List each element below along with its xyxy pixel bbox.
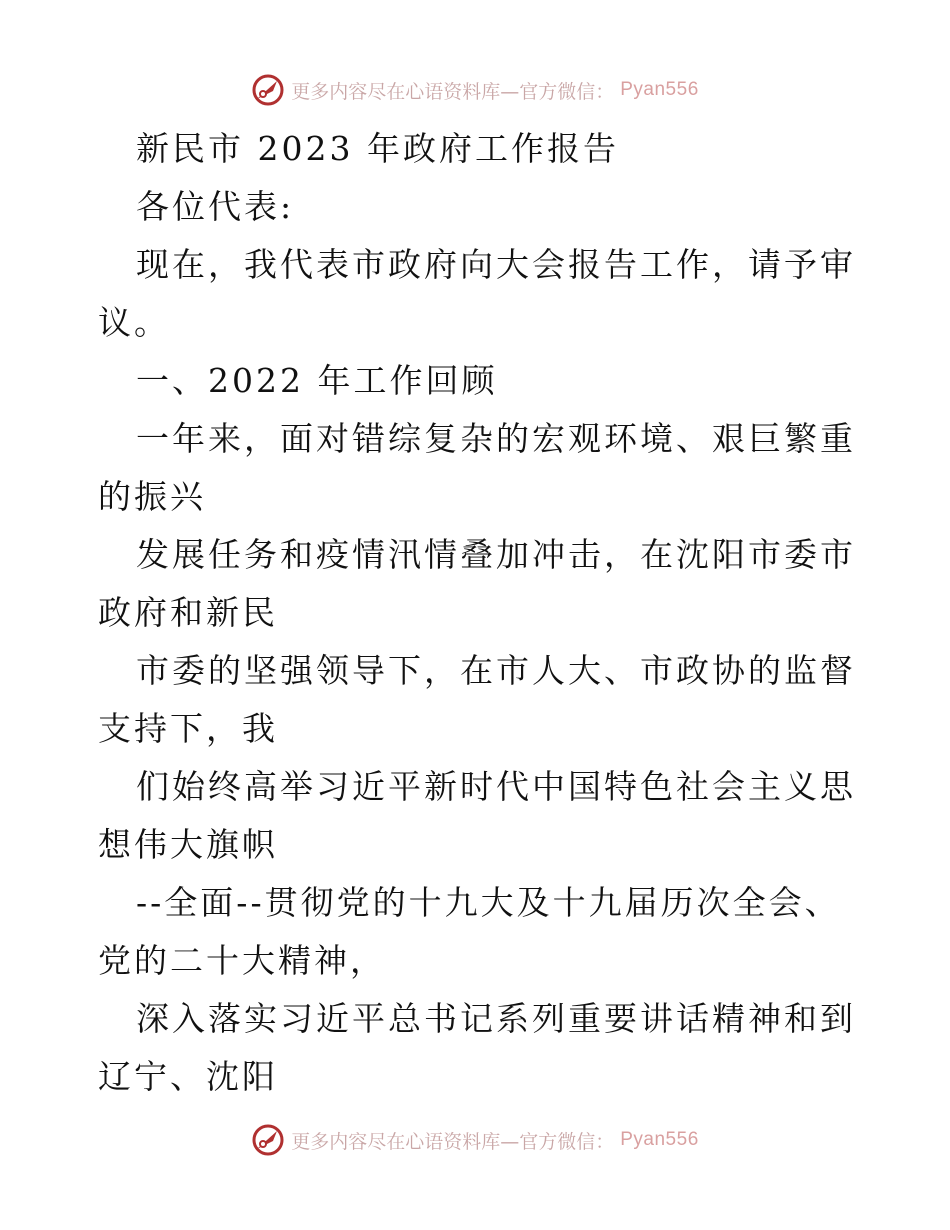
paragraph-line: 深入落实习近平总书记系列重要讲话精神和到辽宁、沈阳 [98,999,856,1096]
watermark-id: Pyan556 [620,1129,699,1150]
document-title: 新民市 2023 年政府工作报告 [136,129,619,168]
paragraph-line: 市委的坚强领导下，在市人大、市政协的监督支持下，我 [98,651,856,748]
document-body [98,120,858,1106]
watermark-text: 更多内容尽在心语资料库—官方微信： [291,1130,615,1153]
watermark-footer [0,1120,950,1160]
feather-pen-logo-icon [251,73,285,107]
paragraph-line: --全面--贯彻党的十九大及十九届历次全会、党的二十大精神， [98,883,841,980]
paragraph-intro: 现在，我代表市政府向大会报告工作，请予审议。 [98,245,856,342]
paragraph-line: 发展任务和疫情汛情叠加冲击，在沈阳市委市政府和新民 [98,535,856,632]
watermark-text: 更多内容尽在心语资料库—官方微信： [291,80,615,103]
watermark-id: Pyan556 [620,79,699,100]
salutation: 各位代表: [136,187,295,226]
section-heading: 一、2022 年工作回顾 [136,361,498,400]
paragraph-line: 一年来，面对错综复杂的宏观环境、艰巨繁重的振兴 [98,419,856,516]
watermark-header [0,70,950,110]
paragraph-line: 们始终高举习近平新时代中国特色社会主义思想伟大旗帜 [98,767,856,864]
feather-pen-logo-icon [251,1123,285,1157]
